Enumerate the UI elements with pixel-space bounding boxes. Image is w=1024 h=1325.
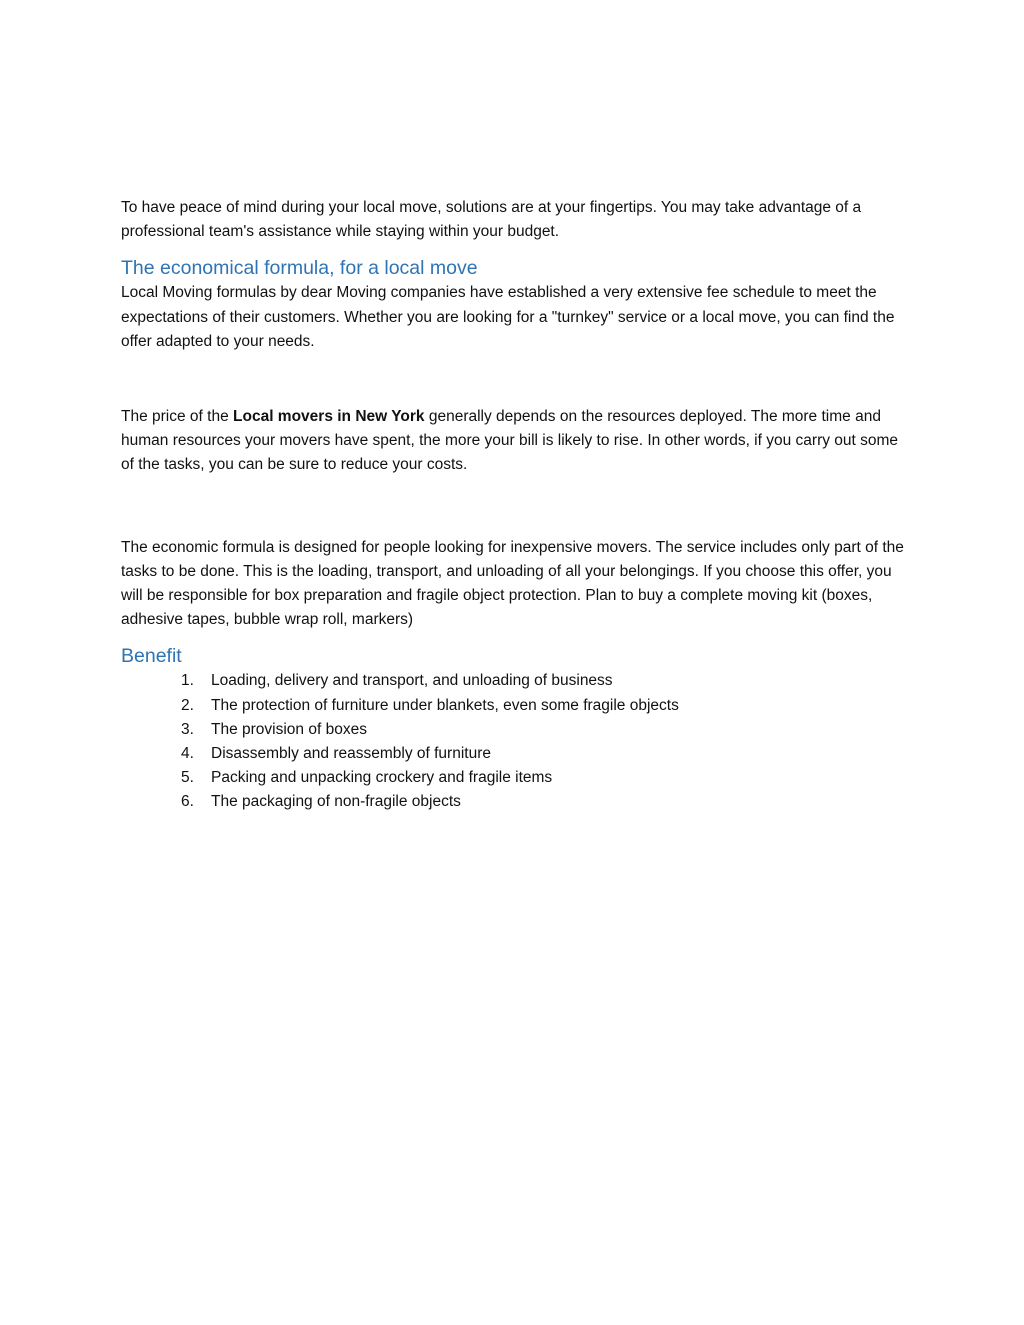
list-item — [121, 669, 907, 693]
price-paragraph — [121, 405, 907, 478]
list-item — [121, 766, 907, 790]
formula-paragraph: Local Moving formulas by dear Moving companies have established a very extensive fee schedule to meet the expectations of their customers. Whether you are looking for a "turnkey" service or a local move, you can find the offer adapted to your needs. — [121, 284, 895, 350]
list-number: 4. — [181, 745, 194, 763]
benefit-list — [121, 669, 907, 814]
price-text-after: generally depends on the resources deployed. The more time and human resources your movers have spent, the more your bill is likely to rise. In other words, if you carry out some of the tasks, you can be sure to reduce your costs. — [121, 408, 899, 474]
list-item — [121, 742, 907, 766]
list-item-text: The provision of boxes — [211, 720, 367, 738]
list-item-text: Disassembly and reassembly of furniture — [211, 745, 491, 763]
list-item — [121, 790, 907, 814]
document-page — [121, 196, 907, 815]
price-bold-text: Local movers in New York — [233, 408, 425, 426]
intro-paragraph: To have peace of mind during your local move, solutions are at your fingertips. You may take advantage of a professional team's assistance while staying within your budget. — [121, 199, 862, 241]
formula-heading: The economical formula, for a local move — [121, 257, 478, 280]
economic-paragraph: The economic formula is designed for people looking for inexpensive movers. The service includes only part of the tasks to be done. This is the loading, transport, and unloading of all your belongings. If you choose this offer, you will be responsible for box preparation and fragile object protection. Plan to buy a complete moving kit (boxes, adhesive tapes, bubble wrap roll, markers) — [121, 538, 904, 629]
benefit-heading: Benefit — [121, 645, 182, 668]
list-item-text: Packing and unpacking crockery and fragile items — [211, 769, 553, 787]
list-number: 1. — [181, 672, 194, 690]
list-number: 3. — [181, 720, 194, 738]
list-item-text: The protection of furniture under blankets, even some fragile objects — [211, 696, 679, 714]
list-number: 6. — [181, 793, 194, 811]
list-item-text: The packaging of non-fragile objects — [211, 793, 461, 811]
list-item — [121, 694, 907, 718]
list-number: 5. — [181, 769, 194, 787]
list-item-text: Loading, delivery and transport, and unloading of business — [211, 672, 613, 690]
price-text-before: The price of the — [121, 408, 234, 426]
list-number: 2. — [181, 696, 194, 714]
list-item — [121, 718, 907, 742]
